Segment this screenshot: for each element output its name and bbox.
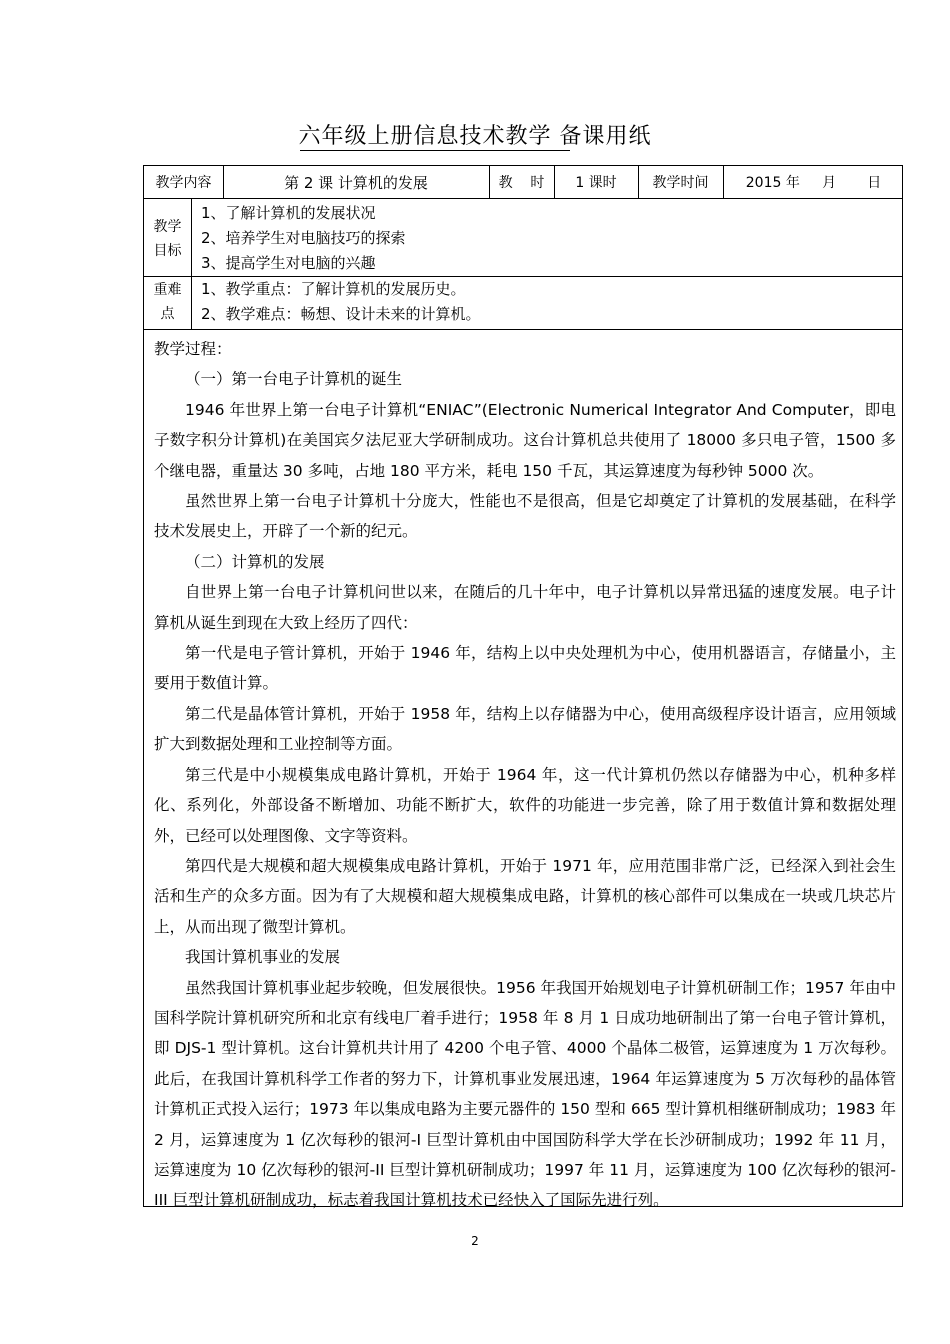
col-divider [191, 198, 192, 329]
keypoint-item: 2、教学难点：畅想、设计未来的计算机。 [201, 305, 481, 323]
section-title: （二）计算机的发展 [185, 552, 325, 571]
objectives-list [201, 201, 406, 276]
paragraph: 虽然世界上第一台电子计算机十分庞大，性能也不是很高，但是它却奠定了计算机的发展基础，在科学技术发展史上，开辟了一个新的纪元。 [154, 492, 896, 541]
lesson-plan-table [143, 165, 903, 1210]
paragraph: 1946 年世界上第一台电子计算机“ENIAC”(Electronic Numerical Integrator And Computer，即电子数字积分计算机)在美国宾夕法尼亚大学研制成功。这台计算机总共使用了 18000 多只电子管，1500 多个继电器，重量达 30 多吨，占地 180 平方米，耗电 150 千瓦，其运算速度为每秒钟 5000 次。 [154, 400, 896, 480]
paragraph: 自世界上第一台电子计算机问世以来，在随后的几十年中，电子计算机以异常迅猛的速度发展。电子计算机从诞生到现在大致上经历了四代： [154, 583, 896, 632]
paragraph: 第一代是电子管计算机，开始于 1946 年，结构上以中央处理机为中心，使用机器语言，存储量小，主要用于数值计算。 [154, 644, 896, 693]
objective-item: 2、培养学生对电脑技巧的探索 [201, 229, 406, 247]
section-title: （一）第一台电子计算机的诞生 [185, 370, 403, 389]
keypoints-label [144, 278, 191, 326]
keypoints-list [201, 277, 481, 327]
row-divider [144, 198, 902, 199]
keypoint-item: 1、教学重点：了解计算机的发展历史。 [201, 280, 466, 298]
page-number: 2 [471, 1234, 479, 1248]
paragraph: 虽然我国计算机事业起步较晚，但发展很快。1956 年我国开始规划电子计算机研制工作；1957 年由中国科学院计算机研究所和北京有线电厂着手进行；1958 年 8 月 1 日成功地研制出了第一台电子管计算机，即 DJS-1 型计算机。这台计算机共计用了 4200 个电子管、4000 个晶体二极管，运算速度为 1 万次每秒。此后，在我国计算机科学工作者的努力下，计算机事业发展迅速，1964 年运算速度为 5 万次每秒的晶体管计算机正式投入运行；1973 年以集成电路为主要元器件的 150 型和 665 型计算机相继研制成功；1983 年 2 月，运算速度为 1 亿次每秒的银河-I 巨型计算机由中国国防科学大学在长沙研制成功；1992 年 11 月，运算速度为 10 亿次每秒的银河-II 巨型计算机研制成功；1997 年 11 月，运算速度为 100 亿次每秒的银河-III 巨型计算机研制成功，标志着我国计算机技术已经快入了国际先进行列。 [154, 978, 896, 1210]
section-title: 我国计算机事业的发展 [185, 948, 341, 967]
hours-value: 1 课时 [575, 175, 617, 191]
objective-item: 3、提高学生对电脑的兴趣 [201, 254, 376, 272]
keypoints-label-line2: 点 [160, 306, 175, 322]
objectives-label-line1: 教学 [153, 219, 182, 235]
title-underline [300, 150, 570, 151]
row-divider [144, 329, 902, 330]
objective-item: 1、了解计算机的发展状况 [201, 204, 376, 222]
objectives-label [144, 215, 191, 263]
time-value: 2015 年 月 日 [745, 175, 882, 191]
keypoints-label-line1: 重难 [153, 282, 182, 298]
content-label: 教学内容 [155, 175, 212, 191]
process-heading: 教学过程： [154, 340, 232, 358]
document-title: 六年级上册信息技术教学 备课用纸 [298, 124, 652, 149]
lesson-title: 第 2 课 计算机的发展 [284, 173, 428, 192]
paragraph: 第四代是大规模和超大规模集成电路计算机，开始于 1971 年，应用范围非常广泛，已经深入到社会生活和生产的众多方面。因为有了大规模和超大规模集成电路，计算机的核心部件可以集成在一块或几块芯片上，从而出现了微型计算机。 [154, 856, 896, 936]
paragraph: 第三代是中小规模集成电路计算机，开始于 1964 年，这一代计算机仍然以存储器为中心，机种多样化、系列化，外部设备不断增加、功能不断扩大，软件的功能进一步完善，除了用于数值计算和数据处理外，已经可以处理图像、文字等资料。 [154, 765, 896, 845]
time-label: 教学时间 [652, 175, 709, 191]
paragraph: 第二代是晶体管计算机，开始于 1958 年，结构上以存储器为中心，使用高级程序设计语言，应用领域扩大到数据处理和工业控制等方面。 [154, 704, 896, 754]
hours-label: 教 时 [498, 175, 545, 191]
teaching-process [154, 334, 896, 1216]
objectives-label-line2: 目标 [153, 243, 182, 259]
